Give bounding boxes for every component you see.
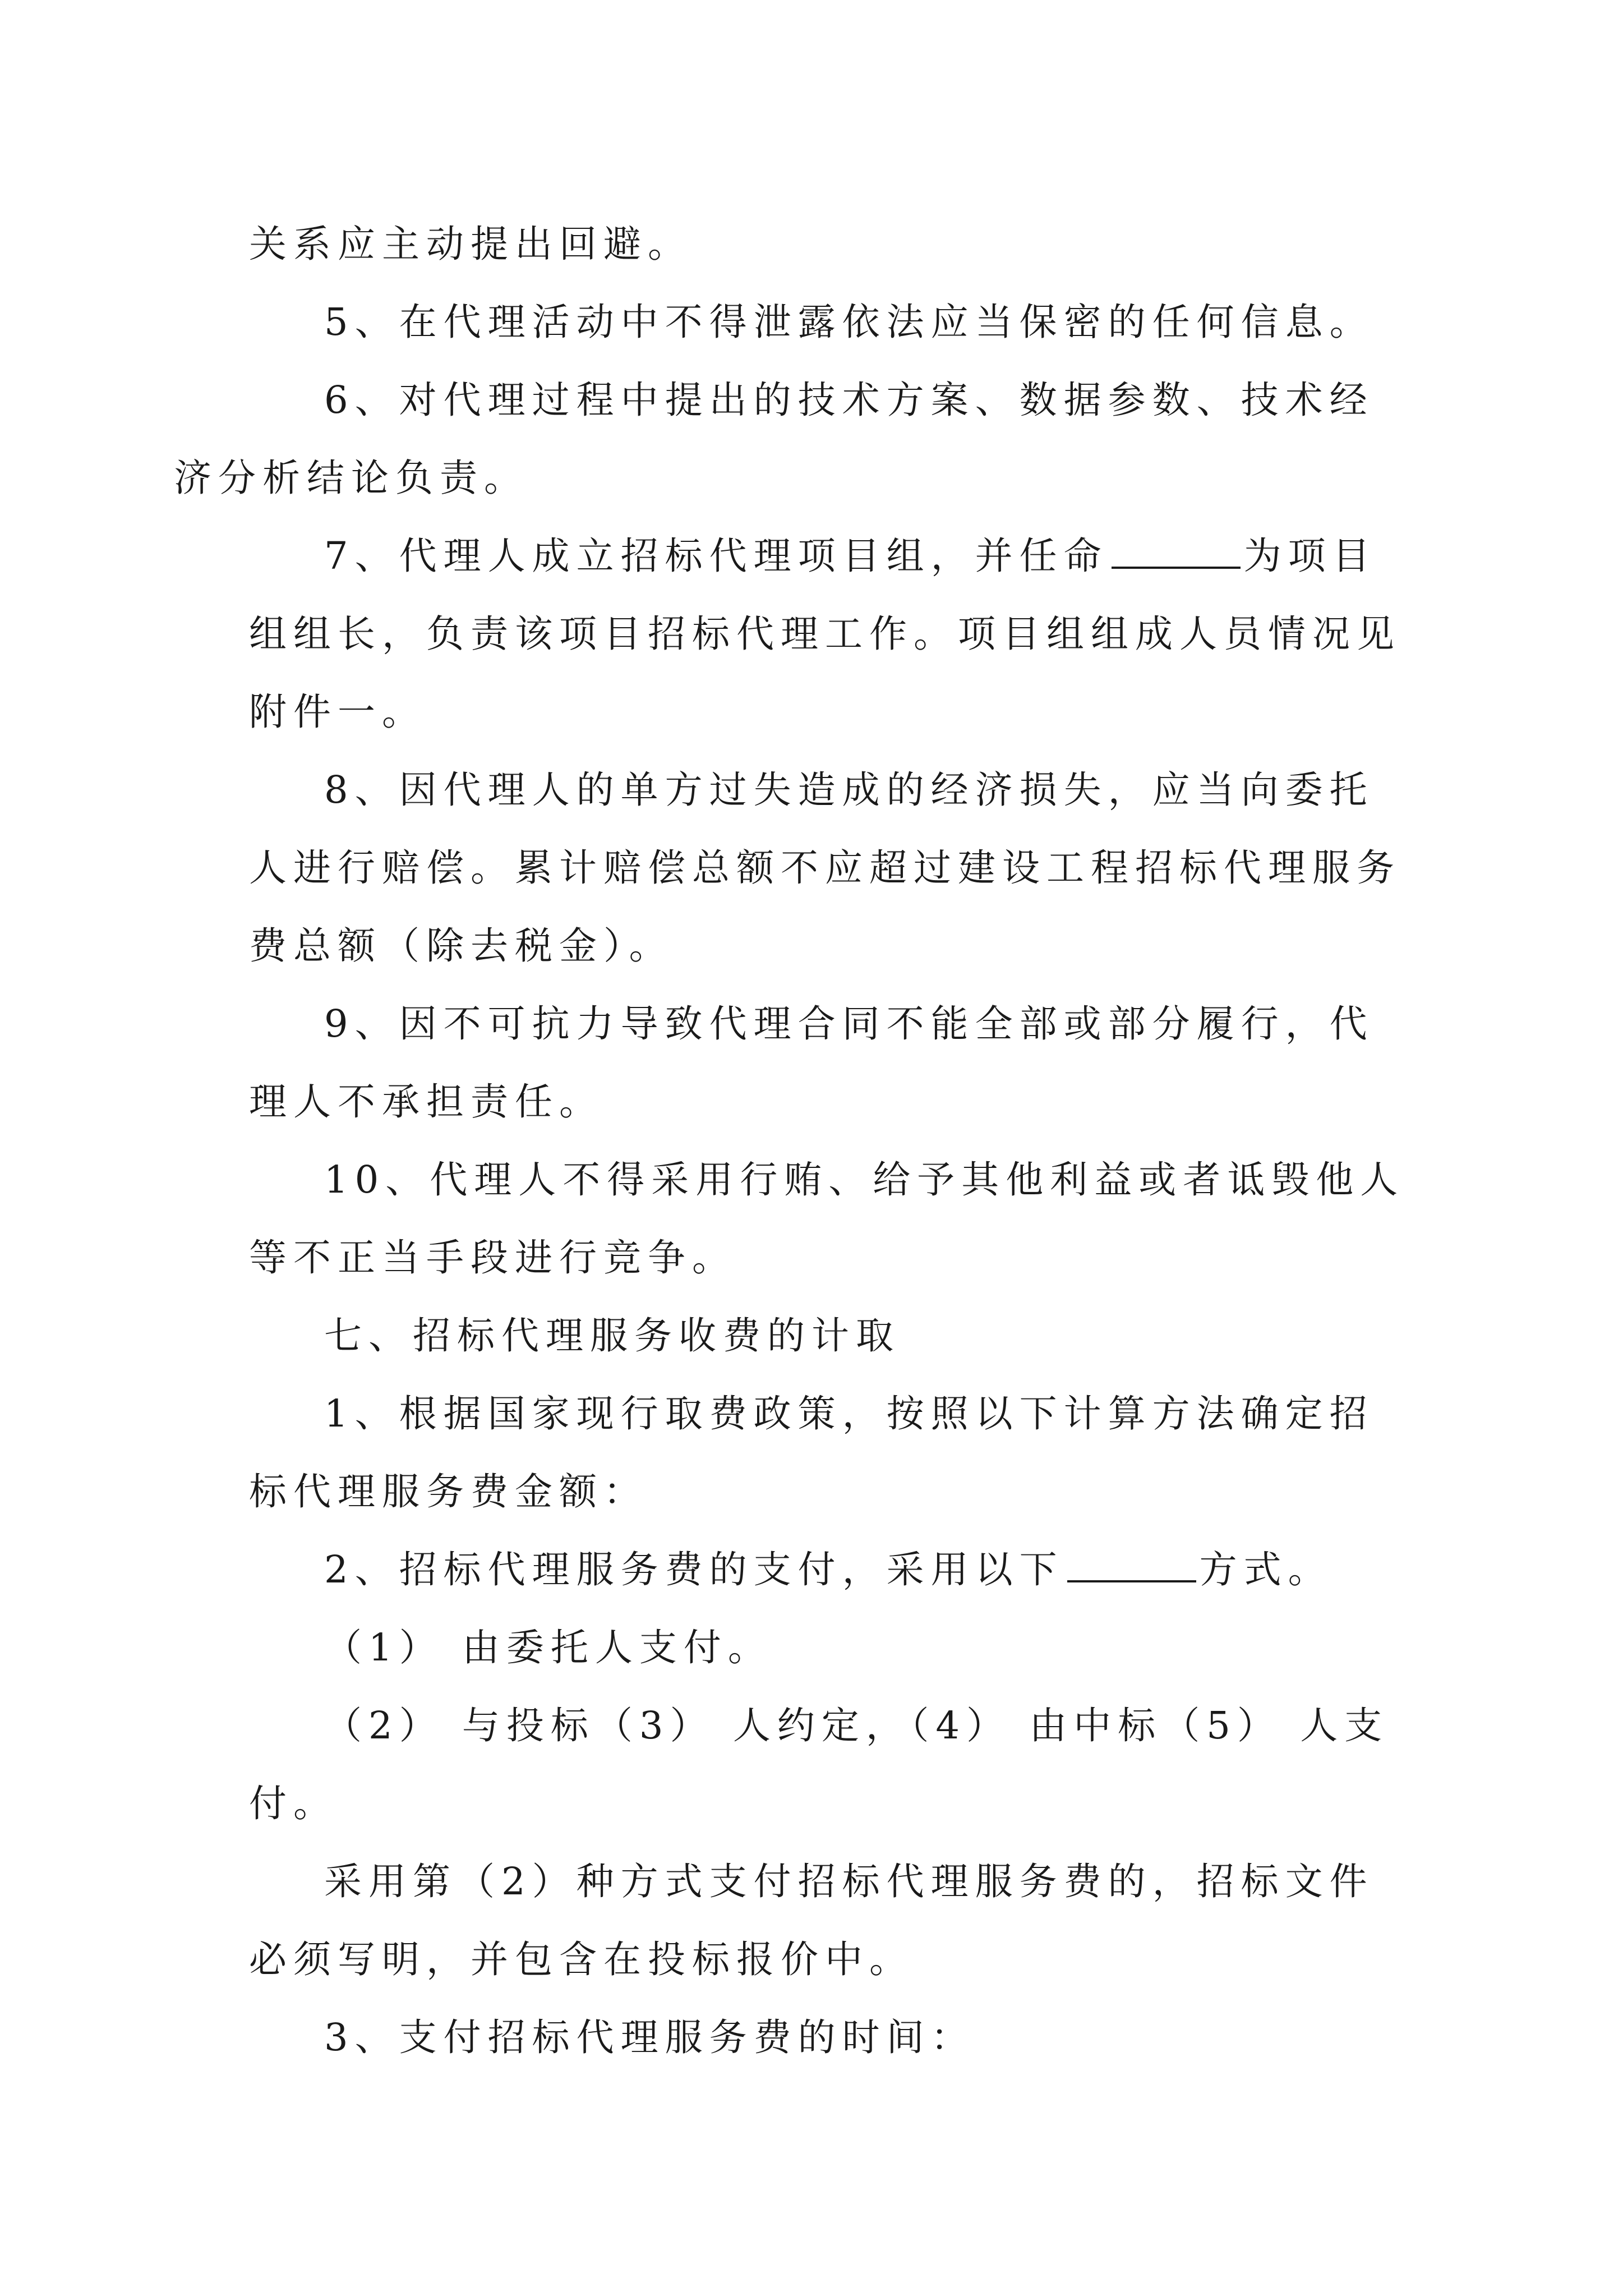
paragraph-fee-3 [249, 1999, 1376, 2077]
paragraph-option-1 [249, 1609, 1376, 1687]
text-fragment: 为项目 [1243, 534, 1377, 578]
paragraph-item-7 [249, 517, 1401, 751]
document-body [174, 205, 1405, 2077]
text-line: 3、支付招标代理服务费的时间： [324, 2016, 975, 2059]
text-line: 8、因代理人的单方过失造成的经济损失，应当向委托 [324, 768, 1374, 812]
paragraph-fee-1 [249, 1375, 1376, 1531]
paragraph-item-9 [249, 985, 1376, 1141]
fill-in-blank-project-leader[interactable] [1112, 527, 1241, 569]
text-line: 1、根据国家现行取费政策，按照以下计算方法确定招 [324, 1392, 1374, 1435]
paragraph-note [249, 1843, 1376, 1999]
paragraph-item-6 [174, 361, 1376, 517]
text-line: 必须写明，并包含在投标报价中。 [249, 1938, 914, 1981]
paragraph-item-8 [249, 751, 1401, 985]
paragraph-item-5 [249, 283, 1376, 361]
text-line: （1） 由委托人支付。 [324, 1626, 772, 1669]
text-line: 10、代理人不得采用行贿、给予其他利益或者诋毁他人 [324, 1158, 1405, 1202]
text-line: 费总额（除去税金）。 [249, 924, 674, 968]
text-line: 付。 [249, 1782, 338, 1825]
text-line: 5、在代理活动中不得泄露依法应当保密的任何信息。 [324, 300, 1374, 344]
paragraph-fee-2 [249, 1531, 1376, 1609]
text-line: 等不正当手段进行竞争。 [249, 1236, 736, 1280]
text-line: 采用第（2）种方式支付招标代理服务费的，招标文件 [324, 1860, 1374, 1903]
text-fragment: 2、招标代理服务费的支付，采用以下 [324, 1548, 1064, 1591]
text-line: 七、招标代理服务收费的计取 [324, 1314, 900, 1358]
fill-in-blank-payment-method[interactable] [1067, 1541, 1196, 1582]
text-line: 9、因不可抗力导致代理合同不能全部或部分履行，代 [324, 1002, 1374, 1046]
paragraph-option-2 [249, 1687, 1389, 1843]
text-line: 标代理服务费金额： [249, 1470, 648, 1513]
text-line [249, 517, 1376, 595]
text-line: （2） 与投标（3） 人约定，（4） 由中标（5） 人支 [324, 1704, 1389, 1747]
text-line: 理人不承担责任。 [249, 1080, 603, 1124]
text-line: 济分析结论负责。 [174, 456, 528, 500]
text-line: 6、对代理过程中提出的技术方案、数据参数、技术经 [324, 378, 1374, 422]
text-line: 组组长，负责该项目招标代理工作。项目组组成人员情况见 [249, 612, 1401, 656]
text-line: 关系应主动提出回避。 [249, 222, 692, 266]
paragraph-avoidance [249, 205, 1376, 283]
text-fragment: 方式。 [1199, 1548, 1332, 1591]
paragraph-item-10 [249, 1141, 1405, 1297]
text-line [249, 1531, 1376, 1609]
text-line: 附件一。 [249, 690, 426, 734]
text-line: 人进行赔偿。累计赔偿总额不应超过建设工程招标代理服务 [249, 846, 1401, 890]
section-heading-fees [249, 1297, 1376, 1375]
text-fragment: 7、代理人成立招标代理项目组，并任命 [324, 534, 1108, 578]
